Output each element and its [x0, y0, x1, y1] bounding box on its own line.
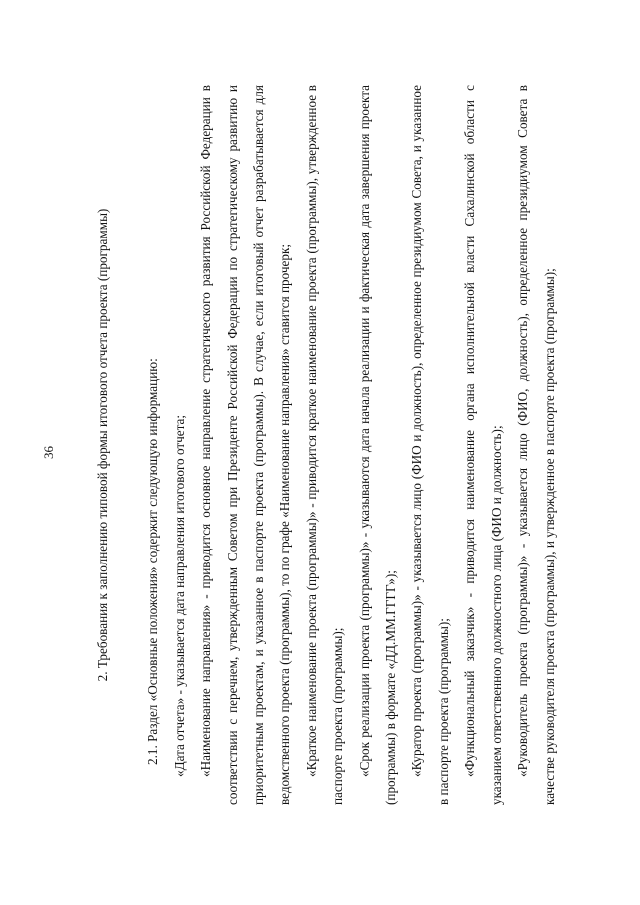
section-heading: 2. Требования к заполнению типовой формы итогового отчета проекта (программы) — [95, 208, 110, 682]
page-number: 36 — [41, 446, 56, 459]
paragraph-functional-customer: «Функциональный заказчик» - приводится наименование органа исполнительной власти Сахалинской области с указанием ответственного должностного лица (ФИО и должность); — [462, 85, 504, 805]
paragraph-implementation-term: «Срок реализации проекта (программы)» - указываются дата начала реализации и фактическая дата завершения проекта (программы) в формате «ДД.ММ.ГГГГ»); — [356, 85, 399, 805]
paragraph-short-name: «Краткое наименование проекта (программы)» - приводится краткое наименование проекта (программы), утвержденное в паспорте проекта (программы); — [303, 85, 346, 805]
paragraph-report-date: «Дата отчета» - указывается дата направления итогового отчета; — [171, 414, 187, 777]
paragraph-direction-name: «Наименование направления» - приводится основное направление стратегического развития Российской Федерации в соответствии с перечнем, утвержденным Советом при Президенте Российской Федерации по стратегическому развитию и приоритетным проектам, и указанное в паспорте проекта (программы). В случае, если итоговый отчет разрабатывается для ведомственного проекта (программы), то по графе «Наименование направления» ставится прочерк; — [198, 85, 293, 805]
document-body — [90, 85, 563, 805]
paragraph-curator: «Куратор проекта (программы)» - указывается лицо (ФИО и должность), определенное президиумом Совета, и указанное в паспорте проекта (программы); — [409, 85, 451, 805]
paragraph-project-head: «Руководитель проекта (программы)» - указывается лицо (ФИО, должность), определенное президиумом Совета в качестве руководителя проекта (программы), и утвержденное в паспорте проекта (программы); — [515, 85, 557, 805]
paragraph-intro: 2.1. Раздел «Основные положения» содержит следующую информацию: — [145, 358, 161, 765]
